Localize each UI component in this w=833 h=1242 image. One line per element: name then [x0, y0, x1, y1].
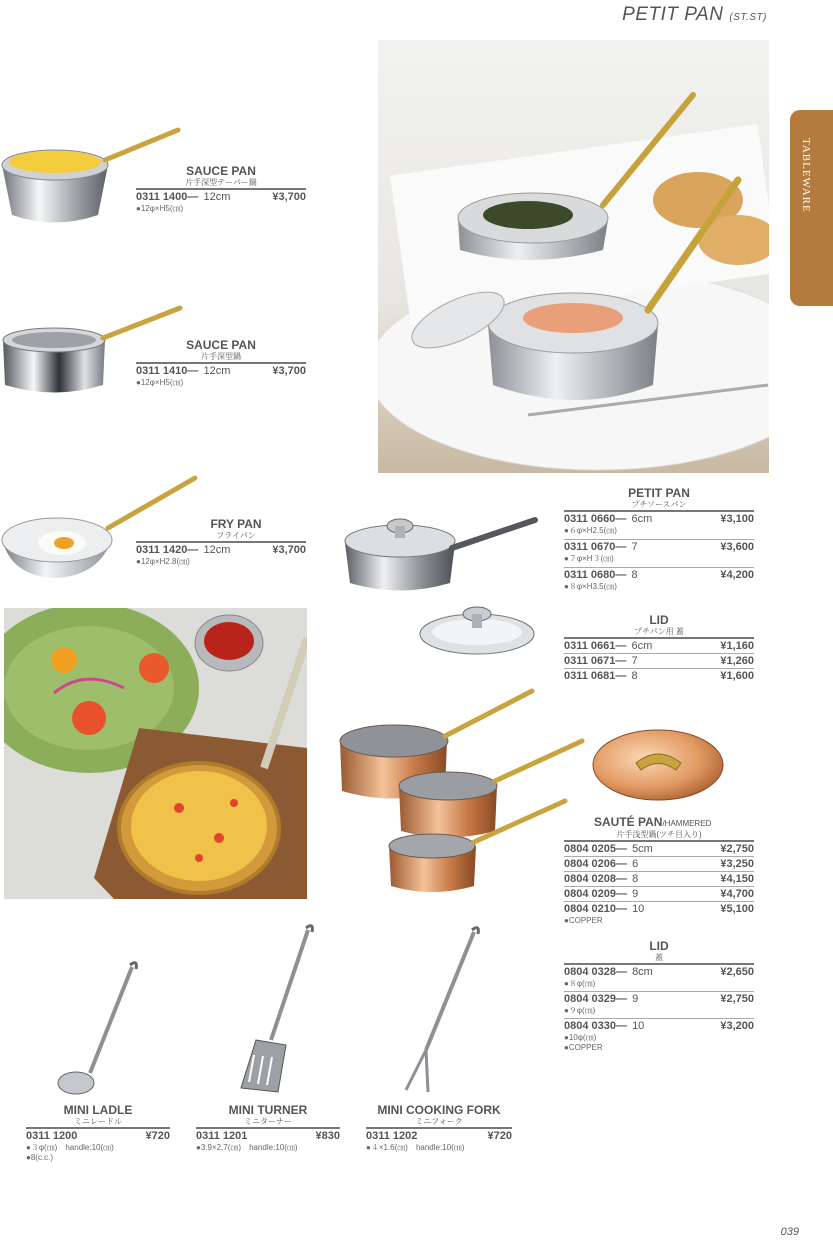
product-code: 0311 1201 — [196, 1130, 248, 1142]
product-code: 0311 0661 — [564, 640, 616, 652]
product-size: 9 — [632, 888, 639, 900]
product-price: ¥5,100 — [720, 903, 754, 915]
product-spec: ●10φ(㎝) — [564, 1033, 597, 1042]
product-code: 0311 1202 — [366, 1130, 418, 1142]
photo-omelette-salad — [4, 608, 307, 899]
product-spec: ●12φ×H2.8(㎝) — [136, 557, 190, 566]
section-tab-label: TABLEWARE — [800, 138, 812, 213]
product-code: 0311 0671 — [564, 655, 616, 667]
product-name: LID — [649, 613, 669, 627]
product-price: ¥4,200 — [720, 569, 754, 581]
product-price: ¥2,750 — [720, 993, 754, 1005]
product-name-row — [564, 816, 754, 830]
product-price: ¥2,750 — [720, 843, 754, 855]
product-price: ¥4,700 — [720, 888, 754, 900]
product-price: ¥720 — [487, 1130, 512, 1142]
product-size: 12cm — [203, 191, 231, 203]
product-code: 0804 0328 — [564, 966, 616, 978]
product-mini-turner — [196, 1104, 340, 1153]
product-name: FRY PAN — [210, 517, 262, 531]
product-size: 8cm — [632, 966, 653, 978]
product-name-ja: フライパン — [216, 531, 256, 540]
product-size: 7 — [631, 541, 638, 553]
product-price: ¥1,260 — [720, 655, 754, 667]
copper-lid-image — [591, 725, 726, 803]
product-spec: ●６φ×H2.5(㎝) — [564, 526, 617, 535]
product-code: 0311 0680 — [564, 569, 616, 581]
product-code: 0804 0330 — [564, 1020, 616, 1032]
product-code: 0311 0670 — [564, 541, 616, 553]
product-note: ●COPPER — [564, 1043, 603, 1052]
product-name: PETIT PAN — [628, 486, 690, 500]
product-size: 6 — [632, 858, 639, 870]
price-row: 0311 1410— 12cm ¥3,700 — [136, 365, 306, 377]
product-spec: ●12φ×H5(㎝) — [136, 204, 184, 213]
product-size: 10 — [632, 1020, 645, 1032]
product-size: 6cm — [631, 640, 653, 652]
product-code: 0311 0660 — [564, 513, 616, 525]
product-code: 0311 0681 — [564, 670, 616, 682]
page-title: PETIT PAN — [622, 4, 724, 25]
section-tab[interactable] — [790, 110, 833, 306]
product-size: 8 — [631, 670, 638, 682]
petit-pan-image — [340, 508, 540, 598]
product-saute-lid — [564, 940, 754, 1053]
product-spec-capacity: ●8(c.c.) — [26, 1153, 54, 1162]
product-name: SAUTÉ PAN — [594, 815, 663, 829]
price-row: 0804 0330— 10 ¥3,200 ●10φ(㎝) — [564, 1020, 754, 1042]
product-name: MINI COOKING FORK — [377, 1103, 501, 1117]
product-size: 7 — [631, 655, 638, 667]
price-row: 0804 0210— 10 ¥5,100 — [564, 903, 754, 915]
product-name-ja: ミニターナー — [244, 1117, 292, 1126]
product-name-ja: 片手深型テーパー鍋 — [185, 178, 257, 187]
product-price: ¥3,700 — [272, 365, 306, 377]
product-price: ¥3,250 — [720, 858, 754, 870]
product-spec: ●７φ×H３(㎝) — [564, 554, 614, 563]
product-petit-lid — [564, 614, 754, 683]
product-code: 0311 1400 — [136, 191, 188, 203]
product-price: ¥2,650 — [720, 966, 754, 978]
product-name: MINI TURNER — [228, 1103, 308, 1117]
product-spec: ●3.9×2.7(㎝) handle:10(㎝) — [196, 1143, 298, 1152]
product-spec: ●８φ(㎝) — [564, 979, 596, 988]
price-row: 0804 0329— 9 ¥2,750 ●９φ(㎝) — [564, 993, 754, 1015]
price-row: 0311 1420— 12cm ¥3,700 — [136, 544, 306, 556]
product-price: ¥3,100 — [720, 513, 754, 525]
product-name-ja: プチソースパン — [631, 500, 687, 509]
price-row: 0804 0208— 8 ¥4,150 — [564, 873, 754, 885]
product-code: 0804 0208 — [564, 873, 616, 885]
product-price: ¥830 — [315, 1130, 340, 1142]
product-code: 0311 1420 — [136, 544, 188, 556]
product-price: ¥1,600 — [720, 670, 754, 682]
price-row — [26, 1129, 170, 1143]
mini-cooking-fork-image — [398, 922, 483, 1097]
product-size: 5cm — [632, 843, 653, 855]
price-row: 0311 0681— 8 ¥1,600 — [564, 670, 754, 682]
product-price: ¥3,700 — [272, 191, 306, 203]
page-title-note: (ST.ST) — [729, 12, 767, 23]
product-price: ¥720 — [145, 1130, 170, 1142]
product-code: 0804 0206 — [564, 858, 616, 870]
product-size: 10 — [632, 903, 645, 915]
product-code: 0311 1410 — [136, 365, 188, 377]
product-size: 9 — [632, 993, 639, 1005]
product-price: ¥3,700 — [272, 544, 306, 556]
product-name-suffix: /HAMMERED — [662, 819, 712, 828]
product-code: 0804 0210 — [564, 903, 616, 915]
price-row: 0804 0209— 9 ¥4,700 — [564, 888, 754, 900]
product-name-ja: 片手浅型鍋(ツチ目入り) — [616, 830, 702, 839]
product-code: 0804 0205 — [564, 843, 616, 855]
product-petit-pan — [564, 487, 754, 592]
product-name: SAUCE PAN — [186, 338, 256, 352]
product-name: LID — [649, 939, 669, 953]
product-sauce-pan-tapered — [136, 165, 306, 214]
price-row: 0804 0206— 6 ¥3,250 — [564, 858, 754, 870]
product-name-ja: 片手深型鍋 — [201, 352, 241, 361]
photo-petit-pans-on-plate — [378, 40, 769, 473]
product-spec: ●３φ(㎝) handle:10(㎝) — [26, 1143, 114, 1152]
product-saute-pan-hammered — [564, 816, 754, 926]
product-sauce-pan-deep — [136, 339, 306, 388]
product-size: 6cm — [631, 513, 653, 525]
page-header — [622, 4, 767, 26]
price-row: 0804 0205— 5cm ¥2,750 — [564, 843, 754, 855]
product-name-ja: ミニフォーク — [415, 1117, 463, 1126]
petit-pan-lid-image — [418, 602, 536, 657]
price-row: 0804 0328— 8cm ¥2,650 ●８φ(㎝) — [564, 966, 754, 988]
price-row: 0311 0661— 6cm ¥1,160 — [564, 640, 754, 652]
price-row: 0311 1400— 12cm ¥3,700 — [136, 191, 306, 203]
product-price: ¥4,150 — [720, 873, 754, 885]
product-size: 12cm — [203, 544, 231, 556]
product-code: 0804 0329 — [564, 993, 616, 1005]
price-row: 0311 0670— 7 ¥3,600 ●７φ×H３(㎝) — [564, 541, 754, 563]
product-name-ja: 蓋 — [655, 953, 663, 962]
product-name-ja: プチパン用 蓋 — [634, 627, 684, 636]
product-name: MINI LADLE — [63, 1103, 133, 1117]
page-number: 039 — [780, 1226, 799, 1238]
product-price: ¥3,600 — [720, 541, 754, 553]
product-fry-pan — [136, 518, 306, 567]
product-name-ja: ミニレードル — [74, 1117, 122, 1126]
price-row — [196, 1129, 340, 1143]
product-size: 12cm — [203, 365, 231, 377]
product-size: 8 — [631, 569, 638, 581]
product-size: 8 — [632, 873, 639, 885]
saute-pan-hammered-image — [337, 686, 592, 901]
product-price: ¥3,200 — [720, 1020, 754, 1032]
product-name: SAUCE PAN — [186, 164, 256, 178]
mini-turner-image — [236, 920, 321, 1095]
product-code: 0804 0209 — [564, 888, 616, 900]
product-mini-cooking-fork — [366, 1104, 512, 1153]
product-spec: ●８φ×H3.5(㎝) — [564, 582, 617, 591]
price-row: 0311 0660— 6cm ¥3,100 ●６φ×H2.5(㎝) — [564, 513, 754, 535]
product-spec: ●４×1.6(㎝) handle:10(㎝) — [366, 1143, 465, 1152]
product-note: ●COPPER — [564, 916, 603, 925]
price-row: 0311 0671— 7 ¥1,260 — [564, 655, 754, 667]
product-mini-ladle — [26, 1104, 170, 1163]
product-price: ¥1,160 — [720, 640, 754, 652]
product-code: 0311 1200 — [26, 1130, 78, 1142]
product-spec: ●12φ×H5(㎝) — [136, 378, 184, 387]
mini-ladle-image — [50, 955, 145, 1100]
price-row — [366, 1129, 512, 1143]
product-spec: ●９φ(㎝) — [564, 1006, 596, 1015]
price-row: 0311 0680— 8 ¥4,200 ●８φ×H3.5(㎝) — [564, 569, 754, 591]
